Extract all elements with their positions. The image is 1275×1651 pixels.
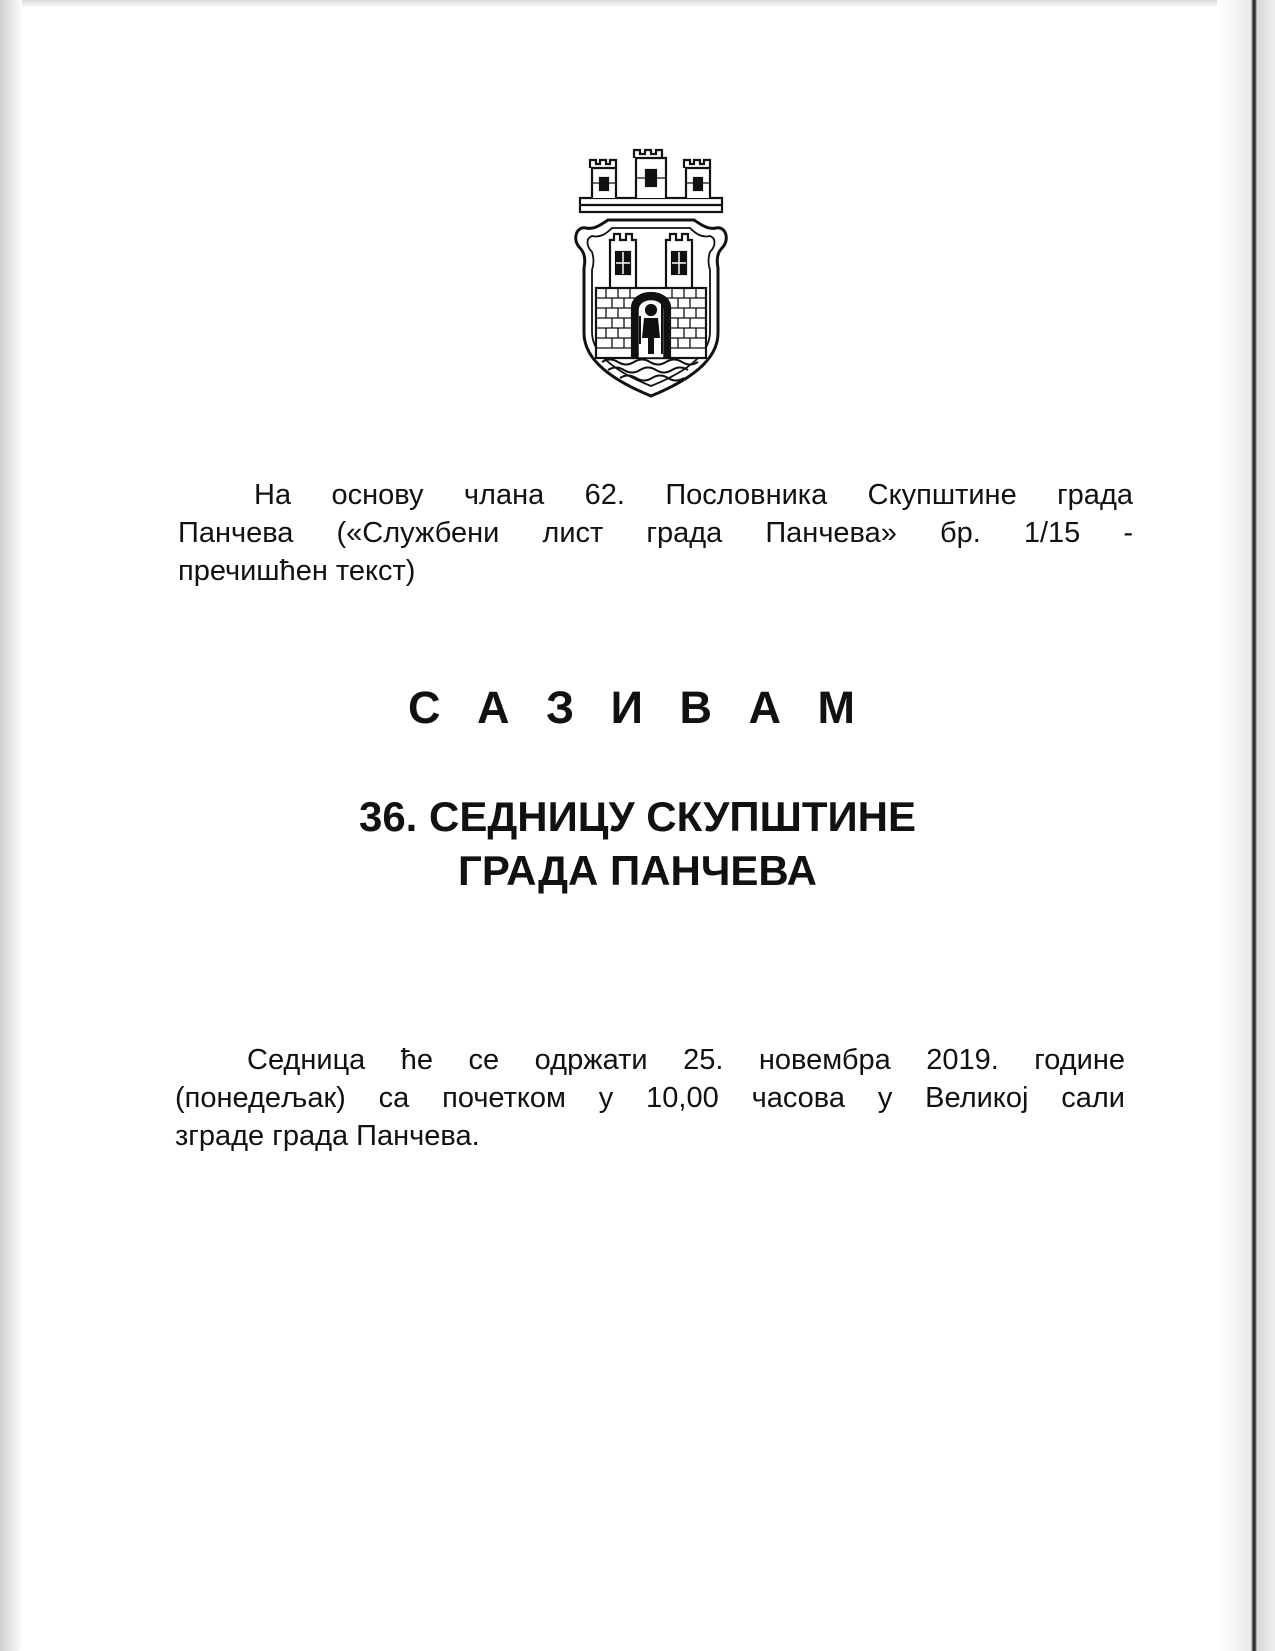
session-title-line-2: ГРАДА ПАНЧЕВА <box>458 847 817 894</box>
legal-basis-paragraph <box>178 476 1133 590</box>
scan-edge-top <box>0 0 1275 8</box>
session-details-paragraph <box>175 1041 1125 1155</box>
legal-basis-line-2: Панчева («Службени лист града Панчева» бр. 1/15 - <box>178 517 1133 549</box>
session-title-line-1: 36. СЕДНИЦУ СКУПШТИНЕ <box>358 793 917 840</box>
convene-heading: С А З И В А М <box>407 682 868 733</box>
legal-basis-line-3: пречишћен текст) <box>178 555 416 587</box>
session-details-line-1: Седница ће се одржати 25. новембра 2019. године <box>247 1044 1125 1076</box>
session-details-line-3: зграде града Панчева. <box>175 1120 480 1152</box>
legal-basis-line-1: На основу члана 62. Пословника Скупштине града <box>254 479 1133 511</box>
session-title <box>0 790 1275 898</box>
coat-of-arms-icon <box>572 148 730 398</box>
session-details-line-2: (понедељак) са почетком у 10,00 часова у Великој сали <box>175 1082 1125 1114</box>
